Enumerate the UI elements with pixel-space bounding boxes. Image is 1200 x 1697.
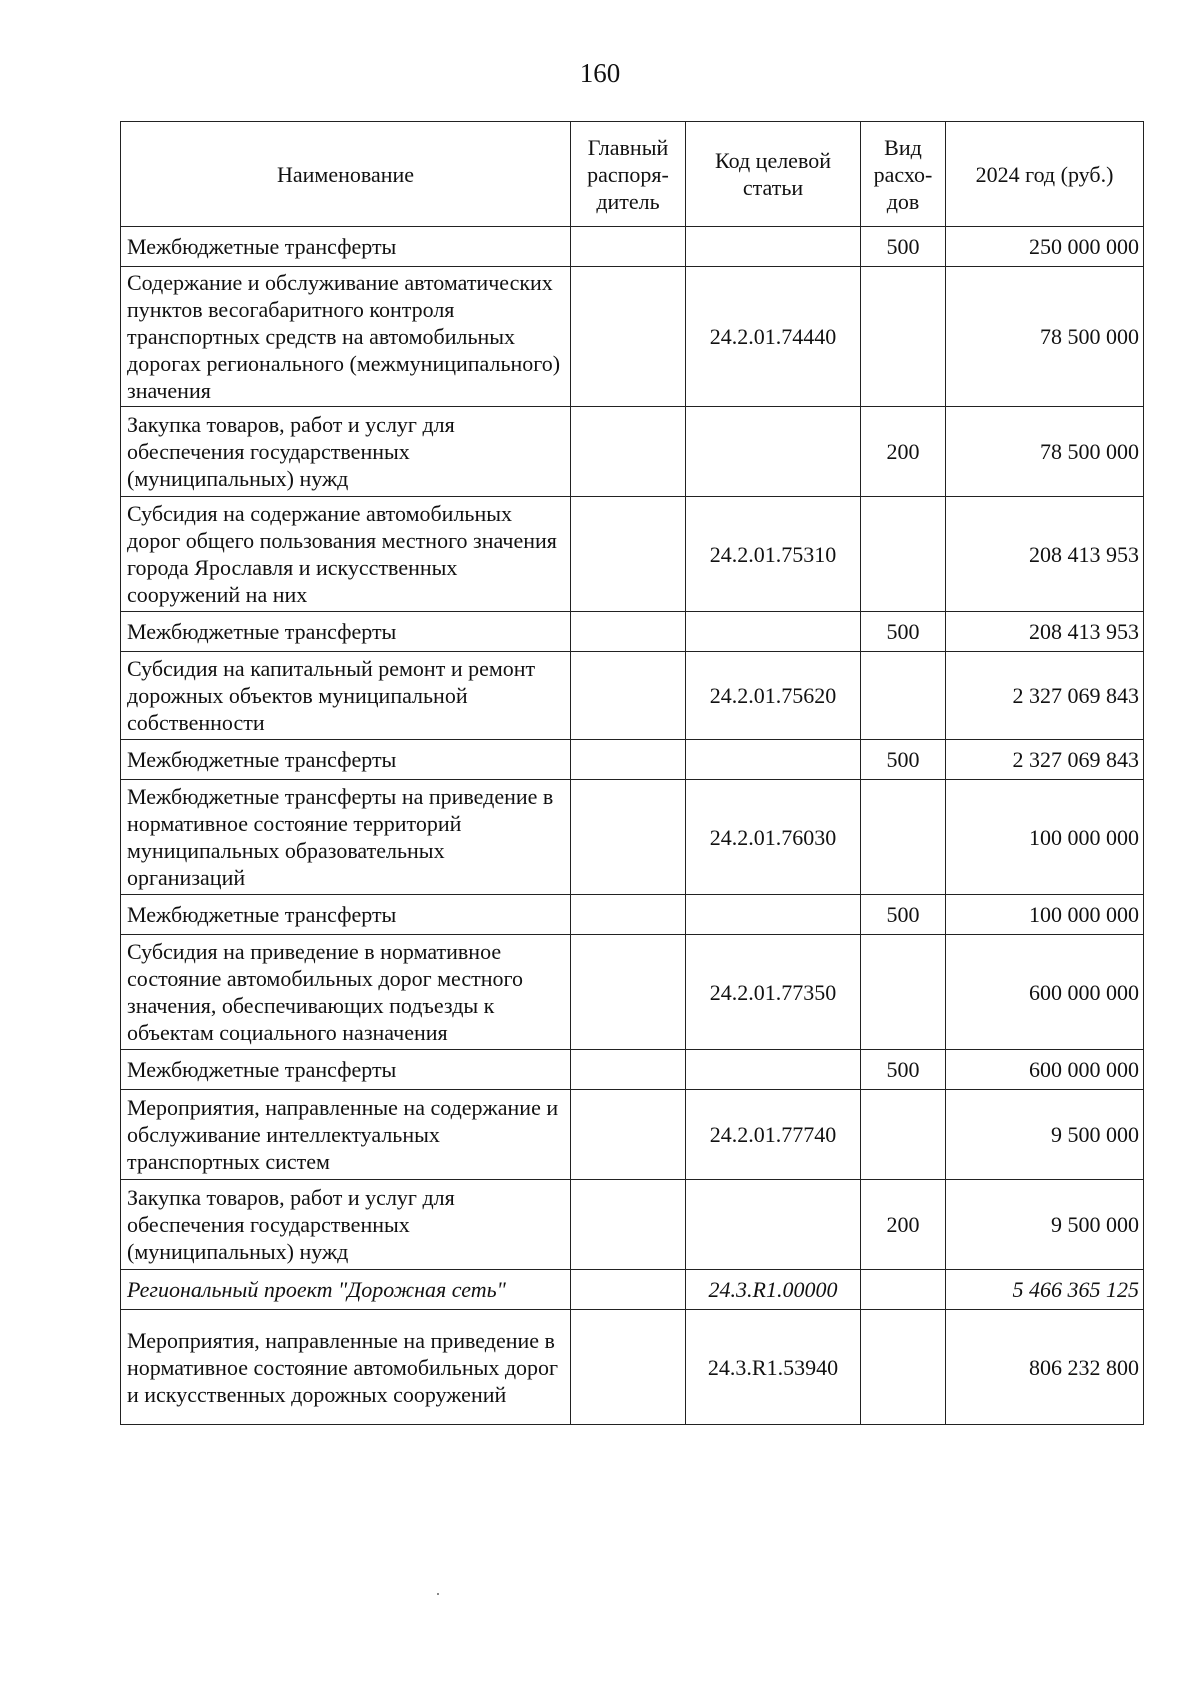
cell-sum: 9 500 000 — [946, 1090, 1144, 1180]
cell-code — [686, 407, 861, 497]
cell-name: Содержание и обслуживание автоматических пунктов весогабаритного контроля транспортных средств на автомобильных дорогах регионального (межмуниципального) значения — [121, 267, 571, 407]
cell-grbs — [571, 612, 686, 652]
cell-sum: 2 327 069 843 — [946, 740, 1144, 780]
table-row — [121, 780, 1144, 895]
cell-name: Субсидия на капитальный ремонт и ремонт дорожных объектов муниципальной собственности — [121, 652, 571, 740]
cell-code: 24.2.01.74440 — [686, 267, 861, 407]
cell-grbs — [571, 407, 686, 497]
cell-sum: 250 000 000 — [946, 227, 1144, 267]
cell-grbs — [571, 935, 686, 1050]
cell-name: Межбюджетные трансферты — [121, 612, 571, 652]
cell-code: 24.2.01.77350 — [686, 935, 861, 1050]
cell-grbs — [571, 895, 686, 935]
cell-name: Межбюджетные трансферты — [121, 227, 571, 267]
cell-vid — [861, 935, 946, 1050]
cell-code: 24.2.01.75620 — [686, 652, 861, 740]
scan-speck — [437, 1593, 439, 1595]
cell-vid — [861, 267, 946, 407]
cell-name: Субсидия на приведение в нормативное состояние автомобильных дорог местного значения, обеспечивающих подъезды к объектам социального назначения — [121, 935, 571, 1050]
cell-sum: 600 000 000 — [946, 935, 1144, 1050]
cell-vid — [861, 1270, 946, 1310]
cell-grbs — [571, 740, 686, 780]
cell-grbs — [571, 227, 686, 267]
header-name: Наименование — [121, 122, 571, 227]
cell-sum: 78 500 000 — [946, 407, 1144, 497]
table-header-row — [121, 122, 1144, 227]
cell-sum: 100 000 000 — [946, 895, 1144, 935]
cell-sum: 806 232 800 — [946, 1310, 1144, 1425]
cell-vid — [861, 780, 946, 895]
header-code: Код целевой статьи — [686, 122, 861, 227]
cell-code — [686, 612, 861, 652]
table-row — [121, 227, 1144, 267]
cell-vid: 500 — [861, 740, 946, 780]
cell-vid: 500 — [861, 1050, 946, 1090]
cell-code — [686, 740, 861, 780]
cell-vid — [861, 1310, 946, 1425]
cell-code: 24.2.01.77740 — [686, 1090, 861, 1180]
cell-grbs — [571, 497, 686, 612]
table-row — [121, 935, 1144, 1050]
cell-sum: 78 500 000 — [946, 267, 1144, 407]
cell-code: 24.2.01.76030 — [686, 780, 861, 895]
cell-vid: 200 — [861, 407, 946, 497]
cell-sum: 208 413 953 — [946, 612, 1144, 652]
table-row — [121, 267, 1144, 407]
cell-vid — [861, 1090, 946, 1180]
cell-grbs — [571, 1180, 686, 1270]
cell-code — [686, 227, 861, 267]
cell-sum: 5 466 365 125 — [946, 1270, 1144, 1310]
cell-code: 24.2.01.75310 — [686, 497, 861, 612]
cell-vid: 500 — [861, 895, 946, 935]
table-row — [121, 740, 1144, 780]
cell-code — [686, 1180, 861, 1270]
cell-name: Межбюджетные трансферты — [121, 1050, 571, 1090]
cell-name: Закупка товаров, работ и услуг для обеспечения государственных (муниципальных) нужд — [121, 1180, 571, 1270]
table-row — [121, 407, 1144, 497]
cell-vid: 500 — [861, 227, 946, 267]
cell-sum: 100 000 000 — [946, 780, 1144, 895]
header-grbs: Главный распоря-дитель — [571, 122, 686, 227]
cell-code: 24.3.R1.00000 — [686, 1270, 861, 1310]
table-row — [121, 1270, 1144, 1310]
header-vid: Вид расхо-дов — [861, 122, 946, 227]
cell-vid: 200 — [861, 1180, 946, 1270]
cell-grbs — [571, 1090, 686, 1180]
cell-name: Региональный проект "Дорожная сеть" — [121, 1270, 571, 1310]
cell-name: Межбюджетные трансферты — [121, 740, 571, 780]
cell-code — [686, 1050, 861, 1090]
cell-grbs — [571, 1050, 686, 1090]
cell-name: Мероприятия, направленные на содержание и обслуживание интеллектуальных транспортных систем — [121, 1090, 571, 1180]
cell-sum: 2 327 069 843 — [946, 652, 1144, 740]
cell-vid — [861, 652, 946, 740]
cell-grbs — [571, 780, 686, 895]
table-row — [121, 895, 1144, 935]
cell-vid: 500 — [861, 612, 946, 652]
page-number: 160 — [579, 58, 621, 88]
cell-grbs — [571, 1270, 686, 1310]
cell-sum: 9 500 000 — [946, 1180, 1144, 1270]
cell-grbs — [571, 1310, 686, 1425]
cell-grbs — [571, 267, 686, 407]
table-row — [121, 1090, 1144, 1180]
cell-name: Межбюджетные трансферты на приведение в нормативное состояние территорий муниципальных образовательных организаций — [121, 780, 571, 895]
table-row — [121, 497, 1144, 612]
table-row — [121, 1180, 1144, 1270]
cell-name: Закупка товаров, работ и услуг для обеспечения государственных (муниципальных) нужд — [121, 407, 571, 497]
cell-grbs — [571, 652, 686, 740]
header-sum: 2024 год (руб.) — [946, 122, 1144, 227]
budget-table — [120, 121, 1144, 1425]
cell-sum: 600 000 000 — [946, 1050, 1144, 1090]
cell-code — [686, 895, 861, 935]
cell-name: Межбюджетные трансферты — [121, 895, 571, 935]
table-row — [121, 652, 1144, 740]
table-row — [121, 1050, 1144, 1090]
table-row — [121, 1310, 1144, 1425]
table-body — [121, 227, 1144, 1425]
cell-code: 24.3.R1.53940 — [686, 1310, 861, 1425]
cell-name: Субсидия на содержание автомобильных дорог общего пользования местного значения города Ярославля и искусственных сооружений на них — [121, 497, 571, 612]
cell-name: Мероприятия, направленные на приведение в нормативное состояние автомобильных дорог и искусственных дорожных сооружений — [121, 1310, 571, 1425]
cell-vid — [861, 497, 946, 612]
table-row — [121, 612, 1144, 652]
cell-sum: 208 413 953 — [946, 497, 1144, 612]
